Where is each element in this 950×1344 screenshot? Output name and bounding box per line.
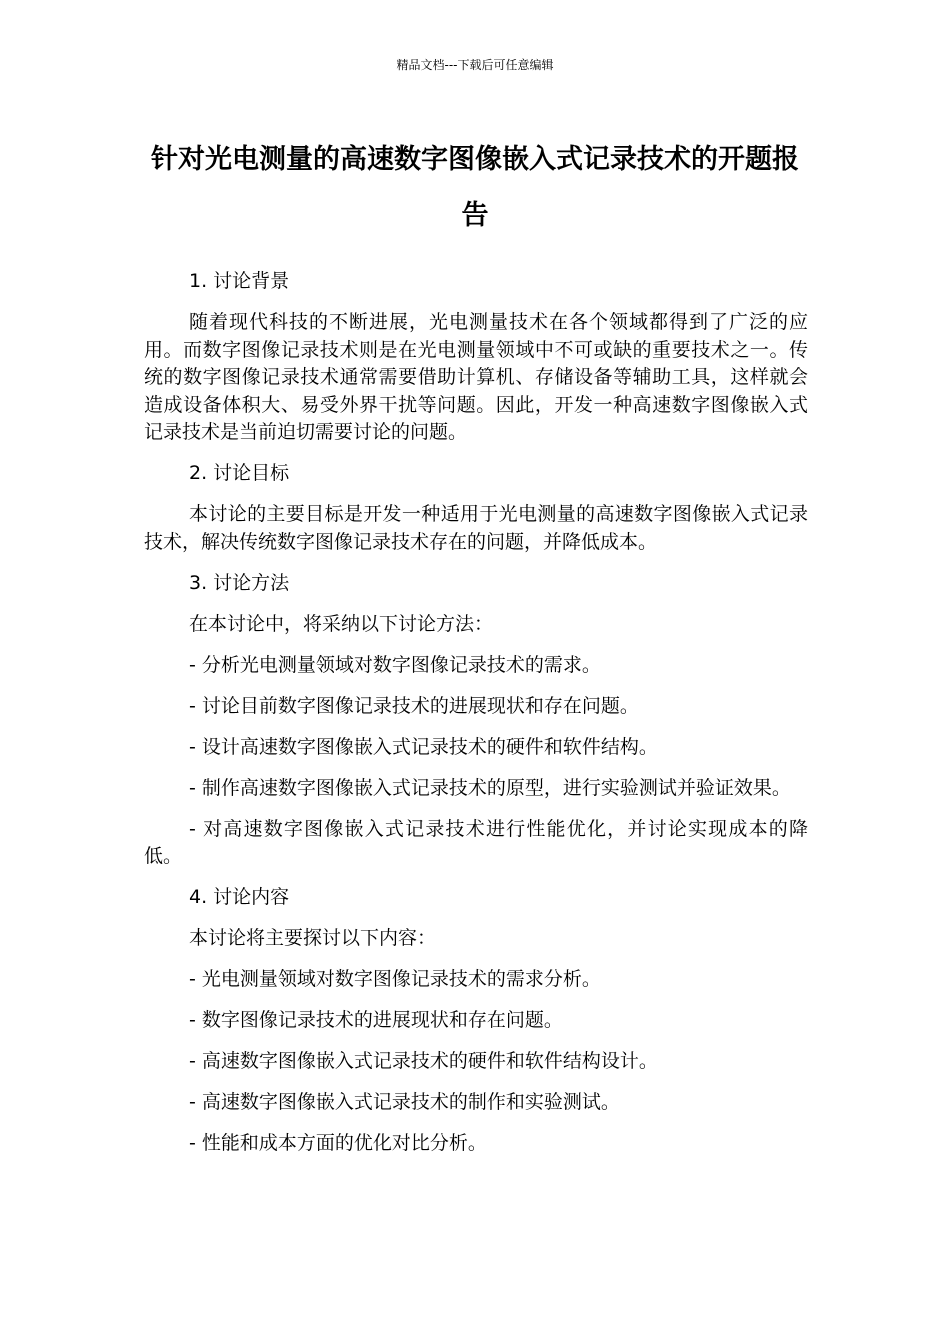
- list-item: - 讨论目前数字图像记录技术的进展现状和存在问题。: [189, 694, 639, 717]
- list-item: - 高速数字图像嵌入式记录技术的制作和实验测试。: [189, 1091, 620, 1113]
- document-body: [144, 268, 808, 1158]
- list-item: - 对高速数字图像嵌入式记录技术进行性能优化，并讨论实现成本的降低。: [144, 817, 808, 867]
- section-heading-background: 1. 讨论背景: [189, 270, 290, 292]
- list-item: - 分析光电测量领域对数字图像记录技术的需求。: [189, 653, 601, 676]
- list-item: - 设计高速数字图像嵌入式记录技术的硬件和软件结构。: [189, 735, 658, 758]
- section-heading-method: 3. 讨论方法: [189, 571, 290, 594]
- list-item: - 高速数字图像嵌入式记录技术的硬件和软件结构设计。: [189, 1050, 658, 1072]
- list-item: - 光电测量领域对数字图像记录技术的需求分析。: [189, 968, 601, 990]
- paragraph-goal: 本讨论的主要目标是开发一种适用于光电测量的高速数字图像嵌入式记录技术，解决传统数字图像记录技术存在的问题，并降低成本。: [144, 503, 808, 553]
- section-heading-goal: 2. 讨论目标: [189, 462, 290, 484]
- section-heading-content: 4. 讨论内容: [189, 886, 290, 908]
- paragraph-method-intro: 在本讨论中，将采纳以下讨论方法：: [189, 612, 494, 635]
- paragraph-content-intro: 本讨论将主要探讨以下内容：: [189, 927, 437, 949]
- list-item: - 制作高速数字图像嵌入式记录技术的原型，进行实验测试并验证效果。: [189, 776, 791, 799]
- paragraph-background: 随着现代科技的不断进展，光电测量技术在各个领域都得到了广泛的应用。而数字图像记录技术则是在光电测量领域中不可或缺的重要技术之一。传统的数字图像记录技术通常需要借助计算机、存储设备等辅助工具，这样就会造成设备体积大、易受外界干扰等问题。因此，开发一种高速数字图像嵌入式记录技术是当前迫切需要讨论的问题。: [144, 311, 808, 443]
- list-item: - 数字图像记录技术的进展现状和存在问题。: [189, 1009, 563, 1031]
- document-title: 针对光电测量的高速数字图像嵌入式记录技术的开题报告: [151, 144, 799, 231]
- header-note: 精品文档---下载后可任意编辑: [396, 58, 554, 72]
- list-item: - 性能和成本方面的优化对比分析。: [189, 1132, 487, 1154]
